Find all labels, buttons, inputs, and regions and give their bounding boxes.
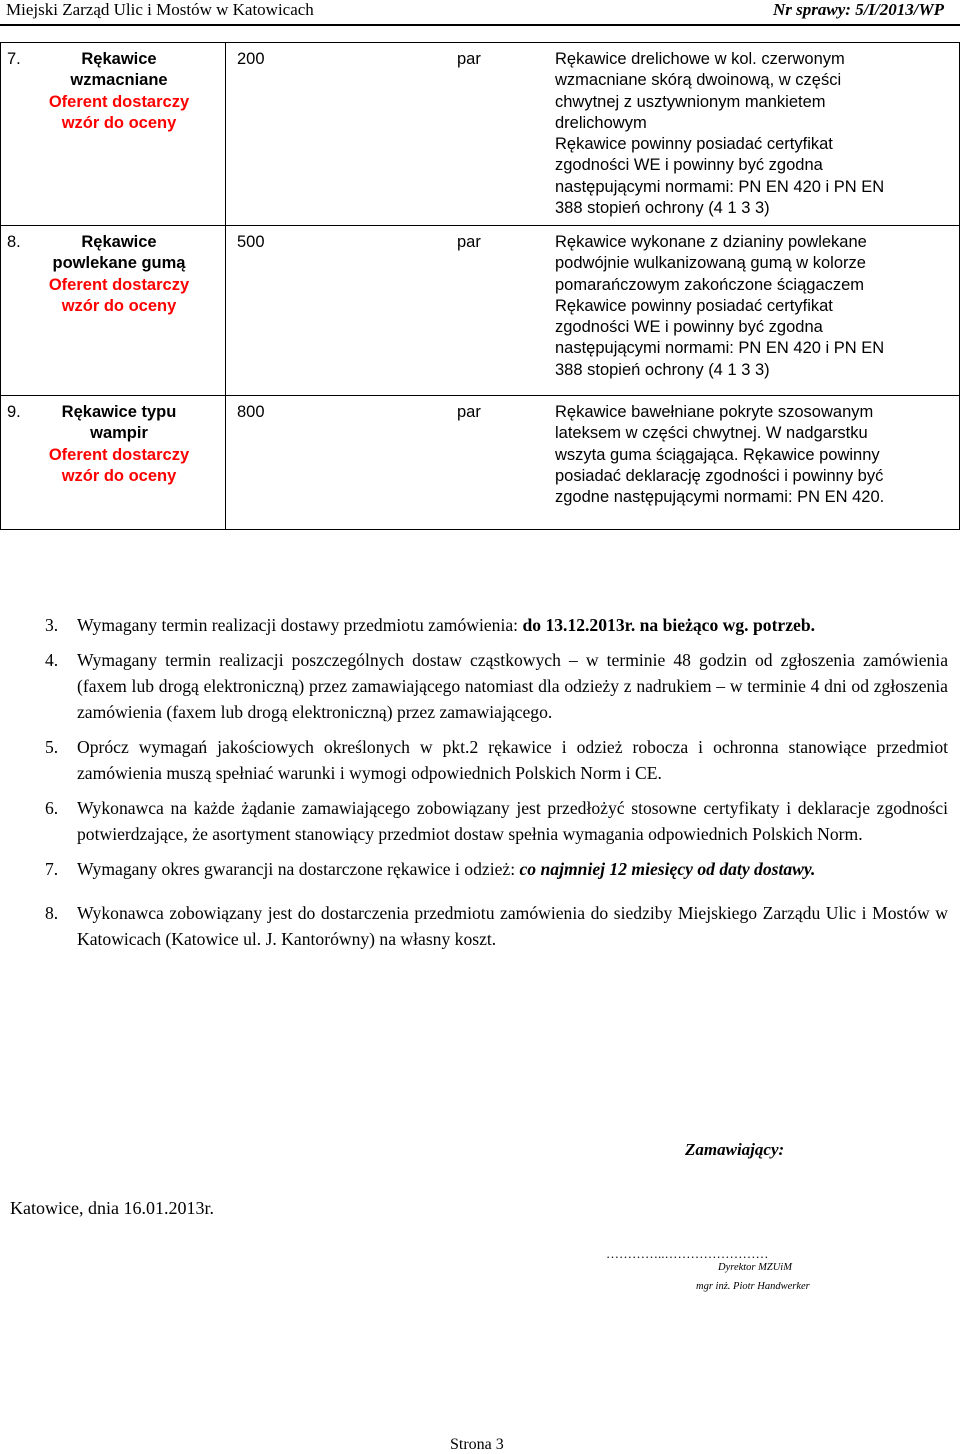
specification-line: 388 stopień ochrony (4 1 3 3) [555,360,770,379]
specification-line: wzmacniane skórą dwoinową, w części [555,71,842,90]
term-number: 7. [45,859,59,879]
specification-line: lateksem w części chwytnej. W nadgarstku [555,424,868,443]
item-name-cell [1,43,226,226]
page-number: Strona 3 [450,1436,504,1453]
sample-note-line: Oferent dostarczy [48,275,190,294]
item-specification [555,49,955,219]
table-row [1,396,960,530]
item-unit: par [457,233,481,251]
item-name-line: Rękawice [81,233,157,251]
sample-note-line: Oferent dostarczy [48,445,190,464]
term-text: Wymagany okres gwarancji na dostarczone rękawice i odzież: [77,859,520,879]
specification-line: podwójnie wulkanizowaną gumą w kolorze [555,254,866,273]
item-name-line: Rękawice [81,50,157,68]
item-number: 7. [7,50,21,68]
item-name-line: wzmacniane [70,71,168,90]
item-details-cell [226,396,960,530]
term-5 [0,734,960,786]
terms-section [0,612,960,961]
item-details-cell [226,43,960,226]
specification-line: Rękawice bawełniane pokryte szosowanym [555,403,874,421]
item-unit: par [457,50,481,68]
term-8 [0,900,960,952]
ordering-party-label: Zamawiający: [685,1140,785,1159]
item-quantity: 500 [237,233,265,251]
case-number: Nr sprawy: 5/I/2013/WP [773,0,944,19]
item-label [31,49,207,134]
item-unit: par [457,403,481,421]
organization-name: Miejski Zarząd Ulic i Mostów w Katowicach [6,0,314,19]
item-quantity: 800 [237,403,265,421]
term-6 [0,795,960,847]
item-details-cell [226,226,960,396]
items-table [0,42,960,530]
specification-line: chwytnej z usztywnionym mankietem [555,92,826,111]
specification-line: Rękawice wykonane z dzianiny powlekane [555,233,867,251]
item-quantity: 200 [237,50,265,68]
term-3 [0,612,960,638]
item-number: 8. [7,233,21,251]
table-row [1,43,960,226]
item-name-line: powlekane gumą [52,254,186,273]
item-specification [555,402,955,508]
term-number: 5. [45,737,59,757]
item-name-line: Rękawice typu [61,403,177,421]
signature-line: …………..…………………… [606,1246,769,1261]
specification-line: Rękawice powinny posiadać certyfikat [555,296,833,315]
specification-line: zgodności WE i powinny być zgodna [555,156,823,175]
page-header [0,0,960,26]
specification-line: następującymi normami: PN EN 420 i PN EN [555,177,885,196]
item-label [31,402,207,487]
term-4 [0,647,960,725]
item-name-cell [1,226,226,396]
place-date: Katowice, dnia 16.01.2013r. [10,1198,214,1218]
specification-line: posiadać deklarację zgodności i powinny być [555,466,884,485]
term-text: Wykonawca zobowiązany jest do dostarczenia przedmiotu zamówienia do siedziby Miejskiego Zarządu Ulic i Mostów w Katowicach (Katowice ul. J. Kantorówny) na własny koszt. [77,903,948,949]
term-7 [0,856,960,882]
term-warranty: co najmniej 12 miesięcy od daty dostawy. [519,859,816,879]
specification-line: drelichowym [555,113,647,132]
specification-line: zgodności WE i powinny być zgodna [555,318,823,337]
item-name-line: wampir [90,424,148,443]
specification-line: 388 stopień ochrony (4 1 3 3) [555,199,770,218]
specification-line: wszyta guma ściągająca. Rękawice powinny [555,445,880,464]
term-text: Wymagany termin realizacji dostawy przedmiotu zamówienia: [77,615,523,635]
sample-note-line: wzór do oceny [61,113,177,132]
term-number: 6. [45,798,59,818]
specification-line: pomarańczowym zakończone ściągaczem [555,275,865,294]
term-number: 3. [45,615,59,635]
table-row [1,226,960,396]
specification-line: Rękawice drelichowe w kol. czerwonym [555,50,845,68]
specification-line: Rękawice powinny posiadać certyfikat [555,135,833,154]
term-text: Wymagany termin realizacji poszczególnych dostaw cząstkowych – w terminie 48 godzin od zgłoszenia zamówienia (faxem lub drogą elektroniczną) przez zamawiającego natomiast dla odzieży z nadrukiem – w terminie 4 dni od zgłoszenia zamówienia (faxem lub drogą elektroniczną) przez zamawiającego. [77,650,948,722]
term-deadline: do 13.12.2013r. na bieżąco wg. potrzeb. [522,615,816,635]
term-number: 4. [45,650,59,670]
item-specification [555,232,955,381]
sample-note-line: Oferent dostarczy [48,92,190,111]
item-name-cell [1,396,226,530]
term-text: Wykonawca na każde żądanie zamawiającego zobowiązany jest przedłożyć stosowne certyfikaty i deklaracje zgodności potwierdzające, że asortyment stanowiący przedmiot dostaw spełnia wymagania odpowiednich Polskich Norm. [77,798,948,844]
sample-note-line: wzór do oceny [61,466,177,485]
item-label [31,232,207,317]
term-text: Oprócz wymagań jakościowych określonych w pkt.2 rękawice i odzież robocza i ochronna stanowiące przedmiot zamówienia muszą spełniać warunki i wymogi odpowiednich Polskich Norm i CE. [77,737,948,783]
term-number: 8. [45,903,59,923]
specification-line: następującymi normami: PN EN 420 i PN EN [555,339,885,358]
item-number: 9. [7,403,21,421]
sample-note-line: wzór do oceny [61,296,177,315]
specification-line: zgodne następującymi normami: PN EN 420. [555,488,885,507]
signatory-title: Dyrektor MZUiM [718,1262,792,1273]
signatory-name: mgr inż. Piotr Handwerker [696,1281,810,1292]
